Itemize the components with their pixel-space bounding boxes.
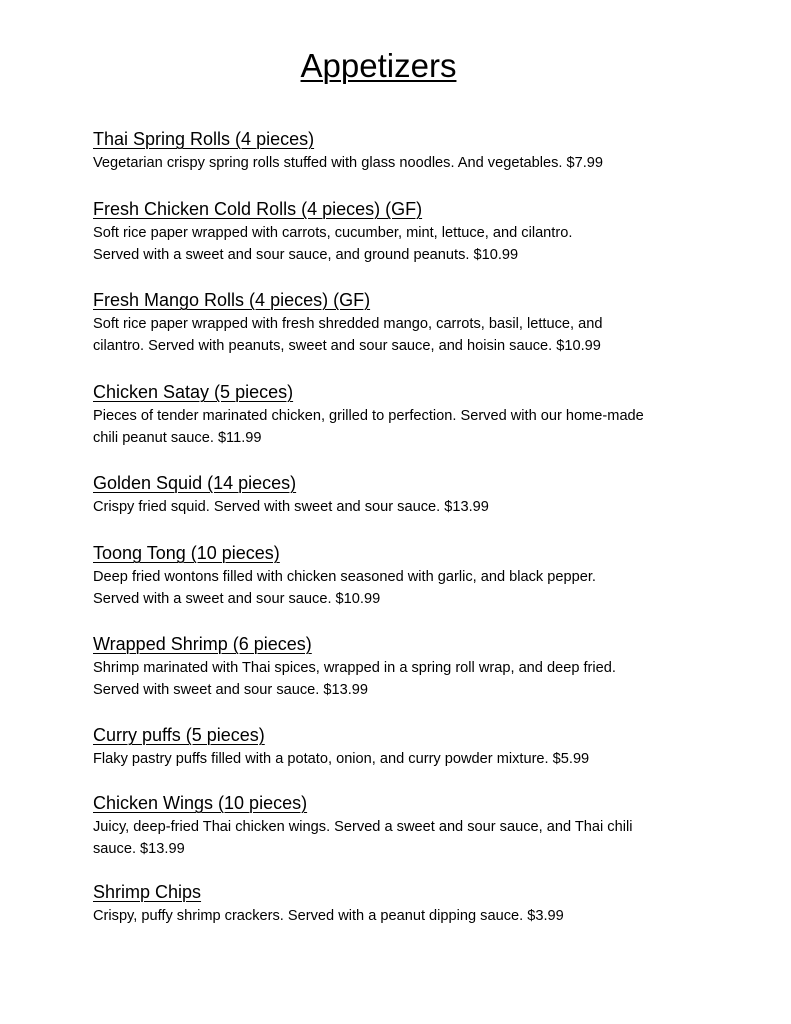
menu-item-description-line: Deep fried wontons filled with chicken seasoned with garlic, and black pepper. — [93, 569, 596, 585]
menu-item — [93, 792, 733, 860]
menu-item-name: Wrapped Shrimp (6 pieces) — [93, 634, 312, 654]
menu-item — [93, 633, 733, 701]
menu-item-description-line: Vegetarian crispy spring rolls stuffed with glass noodles. And vegetables. $7.99 — [93, 155, 604, 171]
menu-item-description-line: chili peanut sauce. $11.99 — [93, 429, 262, 446]
menu-item-name: Fresh Chicken Cold Rolls (4 pieces) (GF) — [93, 199, 423, 219]
menu-item-description-line: Crispy fried squid. Served with sweet and sour sauce. $13.99 — [93, 499, 489, 515]
menu-item — [93, 881, 733, 928]
menu-item-name: Thai Spring Rolls (4 pieces) — [93, 129, 315, 149]
menu-item-description — [93, 817, 733, 860]
menu-item-description-line: Served with a sweet and sour sauce, and ground peanuts. $10.99 — [93, 246, 519, 263]
menu-item-description — [93, 223, 733, 266]
menu-item-description-line: Crispy, puffy shrimp crackers. Served with a peanut dipping sauce. $3.99 — [93, 908, 564, 924]
menu-item-name: Fresh Mango Rolls (4 pieces) (GF) — [93, 290, 371, 310]
menu-item-description — [93, 497, 733, 519]
menu-item-description — [93, 906, 733, 928]
page-title: Appetizers — [300, 47, 457, 84]
menu-item-name: Chicken Satay (5 pieces) — [93, 382, 294, 402]
menu-item-description-line: Served with a sweet and sour sauce. $10.99 — [93, 590, 381, 607]
menu-item-description — [93, 658, 733, 701]
menu-item-description-line: Pieces of tender marinated chicken, grilled to perfection. Served with our home-made — [93, 408, 644, 424]
menu-item-description — [93, 567, 733, 610]
menu-item-description-line: sauce. $13.99 — [93, 840, 185, 857]
menu-item-description-line: Served with sweet and sour sauce. $13.99 — [93, 681, 369, 698]
menu-item-description — [93, 153, 733, 175]
menu-item — [93, 724, 733, 771]
menu-item-name: Shrimp Chips — [93, 882, 202, 902]
menu-item-description-line: Shrimp marinated with Thai spices, wrapped in a spring roll wrap, and deep fried. — [93, 660, 616, 676]
menu-item-name: Curry puffs (5 pieces) — [93, 725, 265, 745]
menu-item — [93, 381, 733, 449]
menu-item-name: Chicken Wings (10 pieces) — [93, 793, 308, 813]
menu-item-description-line: Juicy, deep-fried Thai chicken wings. Served a sweet and sour sauce, and Thai chili — [93, 819, 633, 835]
menu-item-name: Golden Squid (14 pieces) — [93, 473, 297, 493]
menu-item-description-line: Soft rice paper wrapped with fresh shredded mango, carrots, basil, lettuce, and — [93, 316, 603, 332]
menu-item — [93, 198, 733, 266]
menu-item — [93, 289, 733, 357]
menu-item-description-line: Soft rice paper wrapped with carrots, cucumber, mint, lettuce, and cilantro. — [93, 225, 573, 241]
menu-item-description-line: cilantro. Served with peanuts, sweet and sour sauce, and hoisin sauce. $10.99 — [93, 337, 601, 354]
menu-item — [93, 128, 733, 175]
menu-item-description — [93, 749, 733, 771]
menu-item-description — [93, 406, 733, 449]
menu-item-description — [93, 314, 733, 357]
menu-item-description-line: Flaky pastry puffs filled with a potato, onion, and curry powder mixture. $5.99 — [93, 751, 590, 767]
menu-item — [93, 472, 733, 519]
menu-item-name: Toong Tong (10 pieces) — [93, 543, 280, 563]
menu-item — [93, 542, 733, 610]
